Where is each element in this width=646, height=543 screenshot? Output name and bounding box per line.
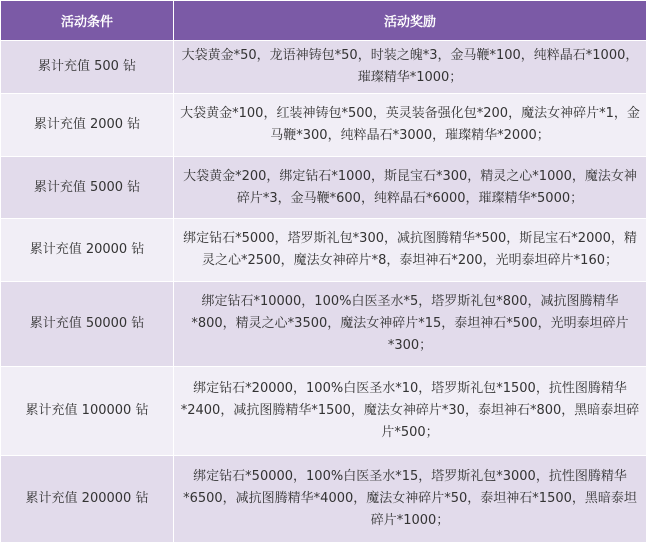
reward-cell: 大袋黄金*100，红装神铸包*500，英灵装备强化包*200，魔法女神碎片*1，金马鞭*300，纯粹晶石*3000，璀璨精华*2000； [174, 94, 646, 157]
header-reward: 活动奖励 [174, 1, 646, 41]
condition-cell: 累计充值 200000 钻 [1, 456, 174, 543]
reward-cell: 绑定钻石*50000，100%白医圣水*15，塔罗斯礼包*3000，抗性图腾精华*6500，减抗图腾精华*4000，魔法女神碎片*50，泰坦神石*1500，黑暗泰坦碎片*1000； [174, 456, 646, 543]
table-row [1, 282, 646, 367]
reward-cell: 大袋黄金*50，龙语神铸包*50，时装之魄*3，金马鞭*100，纯粹晶石*1000，璀璨精华*1000； [174, 41, 646, 94]
table-row [1, 41, 646, 94]
table-row [1, 219, 646, 282]
condition-cell: 累计充值 5000 钻 [1, 157, 174, 219]
condition-cell: 累计充值 500 钻 [1, 41, 174, 94]
condition-cell: 累计充值 20000 钻 [1, 219, 174, 282]
table-row [1, 157, 646, 219]
reward-cell: 绑定钻石*10000，100%白医圣水*5，塔罗斯礼包*800，减抗图腾精华*800，精灵之心*3500，魔法女神碎片*15，泰坦神石*500，光明泰坦碎片*300； [174, 282, 646, 367]
reward-cell: 绑定钻石*5000，塔罗斯礼包*300，减抗图腾精华*500，斯昆宝石*2000，精灵之心*2500，魔法女神碎片*8，泰坦神石*200，光明泰坦碎片*160； [174, 219, 646, 282]
table-row [1, 94, 646, 157]
header-condition: 活动条件 [1, 1, 174, 41]
table-header-row [1, 1, 646, 41]
condition-cell: 累计充值 2000 钻 [1, 94, 174, 157]
table-row [1, 456, 646, 543]
table-row [1, 367, 646, 456]
reward-cell: 绑定钻石*20000，100%白医圣水*10，塔罗斯礼包*1500，抗性图腾精华*2400，减抗图腾精华*1500，魔法女神碎片*30，泰坦神石*800，黑暗泰坦碎片*500； [174, 367, 646, 456]
reward-cell: 大袋黄金*200，绑定钻石*1000，斯昆宝石*300，精灵之心*1000，魔法女神碎片*3，金马鞭*600，纯粹晶石*6000，璀璨精华*5000； [174, 157, 646, 219]
condition-cell: 累计充值 50000 钻 [1, 282, 174, 367]
condition-cell: 累计充值 100000 钻 [1, 367, 174, 456]
